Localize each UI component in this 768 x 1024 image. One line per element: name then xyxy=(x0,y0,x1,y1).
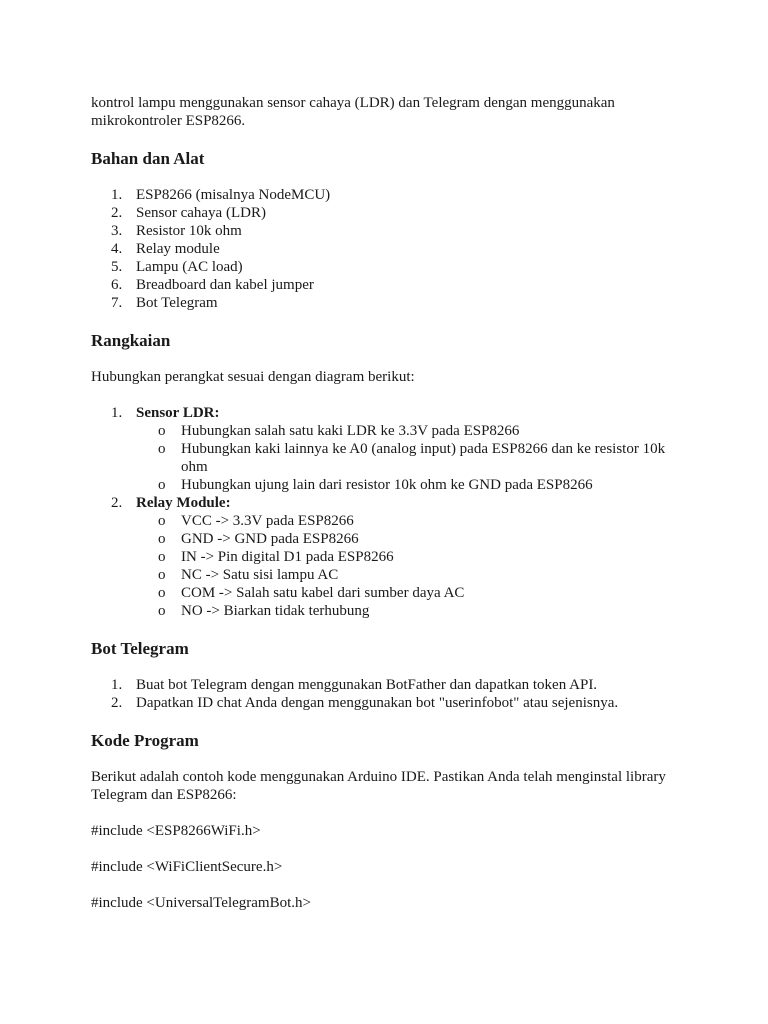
list-item xyxy=(91,240,691,258)
sublist-item xyxy=(136,512,691,530)
sublist-text: NO -> Biarkan tidak terhubung xyxy=(181,603,370,619)
code-line: #include <UniversalTelegramBot.h> xyxy=(91,895,311,911)
list-number: 4. xyxy=(111,241,123,257)
list-item xyxy=(91,694,691,712)
heading-kode-program: Kode Program xyxy=(91,731,199,750)
kode-intro: Berikut adalah contoh kode menggunakan Arduino IDE. Pastikan Anda telah menginstal library Telegram dan ESP8266: xyxy=(91,769,666,803)
sublist-text: Hubungkan ujung lain dari resistor 10k ohm ke GND pada ESP8266 xyxy=(181,477,593,493)
sublist-item xyxy=(136,530,691,548)
sublist-item xyxy=(136,548,691,566)
bullet-marker: o xyxy=(158,567,166,583)
list-item-relay-module xyxy=(91,494,691,620)
sublist-text: NC -> Satu sisi lampu AC xyxy=(181,567,339,583)
list-number: 1. xyxy=(111,405,123,421)
sublist-text: VCC -> 3.3V pada ESP8266 xyxy=(181,513,354,529)
code-line: #include <WiFiClientSecure.h> xyxy=(91,859,283,875)
list-text: Breadboard dan kabel jumper xyxy=(136,277,314,293)
list-number: 2. xyxy=(111,495,123,511)
section-label: Relay Module: xyxy=(136,495,231,511)
sublist-item xyxy=(136,602,691,620)
list-item xyxy=(91,258,691,276)
intro-paragraph: kontrol lampu menggunakan sensor cahaya (LDR) dan Telegram dengan menggunakan mikrokontroler ESP8266. xyxy=(91,95,615,129)
list-text: Relay module xyxy=(136,241,220,257)
sublist-text: COM -> Salah satu kabel dari sumber daya AC xyxy=(181,585,465,601)
list-text: Bot Telegram xyxy=(136,295,218,311)
list-number: 7. xyxy=(111,295,123,311)
list-text: Sensor cahaya (LDR) xyxy=(136,205,266,221)
sublist-item xyxy=(136,476,691,494)
bullet-marker: o xyxy=(158,531,166,547)
list-number: 1. xyxy=(111,677,123,693)
list-text: Dapatkan ID chat Anda dengan menggunakan bot "userinfobot" atau sejenisnya. xyxy=(136,695,619,711)
list-item xyxy=(91,222,691,240)
list-text: ESP8266 (misalnya NodeMCU) xyxy=(136,187,331,203)
heading-rangkaian: Rangkaian xyxy=(91,331,171,350)
rangkaian-intro: Hubungkan perangkat sesuai dengan diagram berikut: xyxy=(91,369,415,385)
heading-bahan-dan-alat: Bahan dan Alat xyxy=(91,149,205,168)
sublist-item xyxy=(136,422,691,440)
list-item-sensor-ldr xyxy=(91,404,691,494)
list-number: 6. xyxy=(111,277,123,293)
bullet-marker: o xyxy=(158,585,166,601)
bullet-marker: o xyxy=(158,603,166,619)
list-text: Resistor 10k ohm xyxy=(136,223,242,239)
list-number: 5. xyxy=(111,259,123,275)
list-text: Buat bot Telegram dengan menggunakan BotFather dan dapatkan token API. xyxy=(136,677,598,693)
list-item xyxy=(91,294,691,312)
list-number: 1. xyxy=(111,187,123,203)
list-text: Lampu (AC load) xyxy=(136,259,243,275)
sublist-text: Hubungkan kaki lainnya ke A0 (analog input) pada ESP8266 dan ke resistor 10k ohm xyxy=(181,441,666,475)
document-page xyxy=(91,94,691,930)
bullet-marker: o xyxy=(158,549,166,565)
list-number: 3. xyxy=(111,223,123,239)
sublist-text: GND -> GND pada ESP8266 xyxy=(181,531,359,547)
bahan-list xyxy=(91,186,691,312)
bullet-marker: o xyxy=(158,477,166,493)
list-item xyxy=(91,676,691,694)
rangkaian-list xyxy=(91,404,691,620)
heading-bot-telegram: Bot Telegram xyxy=(91,639,189,658)
sublist-item xyxy=(136,440,691,476)
list-item xyxy=(91,276,691,294)
sublist-text: Hubungkan salah satu kaki LDR ke 3.3V pada ESP8266 xyxy=(181,423,520,439)
bullet-marker: o xyxy=(158,441,166,457)
sensor-ldr-sublist xyxy=(136,422,691,494)
sublist-text: IN -> Pin digital D1 pada ESP8266 xyxy=(181,549,394,565)
list-number: 2. xyxy=(111,205,123,221)
sublist-item xyxy=(136,566,691,584)
code-line: #include <ESP8266WiFi.h> xyxy=(91,823,261,839)
bullet-marker: o xyxy=(158,423,166,439)
relay-module-sublist xyxy=(136,512,691,620)
bot-telegram-list xyxy=(91,676,691,712)
section-label: Sensor LDR: xyxy=(136,405,220,421)
list-item xyxy=(91,186,691,204)
list-number: 2. xyxy=(111,695,123,711)
sublist-item xyxy=(136,584,691,602)
bullet-marker: o xyxy=(158,513,166,529)
list-item xyxy=(91,204,691,222)
